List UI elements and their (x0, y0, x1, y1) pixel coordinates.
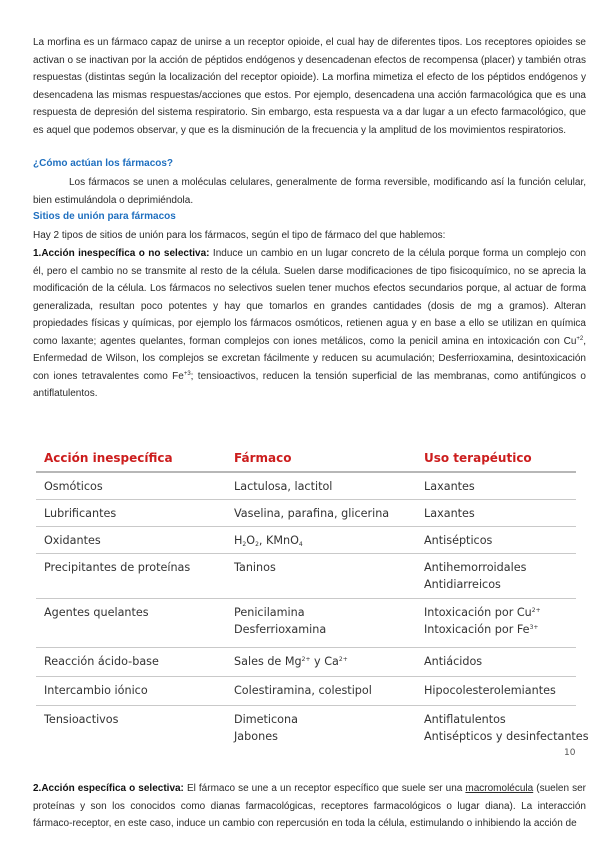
cell-farmaco: Sales de $Mg^{2+}$ y $Ca^{2+}$ (234, 655, 348, 668)
table-row (36, 677, 576, 706)
cell-uso: Laxantes (424, 507, 475, 520)
point2-text-a: El fármaco se une a un receptor específico que suele ser una (183, 783, 466, 794)
cell-uso: Antiácidos (424, 655, 483, 668)
header-farmaco: Fármaco (234, 450, 292, 465)
sitios-intro-paragraph: Hay 2 tipos de sitios de unión para los fármacos, según el tipo de fármaco del que hablemos: (33, 230, 446, 241)
point1-text-b: , Enfermedad de Wilson, los complejos se excretan fácilmente y reducen su acumulación; Desferrioxamina, desintoxicación con iones tetravalentes como Fe (33, 335, 586, 382)
cell-accion: Osmóticos (44, 480, 103, 493)
cell-accion: Reacción ácido-base (44, 655, 159, 668)
header-uso: Uso terapéutico (424, 450, 532, 465)
cell-accion: Agentes quelantes (44, 606, 149, 619)
table-row (36, 554, 576, 599)
cell-farmaco: Penicilamina Desferrioxamina (234, 606, 327, 636)
cell-accion: Lubrificantes (44, 507, 117, 520)
table-row (36, 473, 576, 500)
cell-farmaco: Lactulosa, lactitol (234, 480, 333, 493)
point2-text-b: (suelen ser proteínas y son los conocidos como dianas farmacológicas, receptores farmacológicos o lugar diana). La interacción fármaco-receptor, en este caso, induce un cambio con repercusión en toda la célula, estimulando o inhibiendo la acción de (33, 783, 586, 829)
cell-accion: Tensioactivos (44, 713, 119, 726)
cell-uso: Intoxicación por $Cu^{2+}$ Intoxicación por $Fe^{3+}$ (424, 606, 541, 636)
intro-paragraph: La morfina es un fármaco capaz de unirse a un receptor opioide, el cual hay de diferentes tipos. Los receptores opioides se activan o se inactivan por la acción de péptidos endógenos y desencadenan efectos de recompensa (placer) y también otras respuestas (distintas según la localización del receptor opioide). La morfina mimetiza el efecto de los péptidos endógenos y desencadena las mismas respuestas/acciones que estos. Por ejemplo, desencadena una acción farmacológica que es una respuesta de depresión del sistema respiratorio. Sin embargo, esta respuesta va a dar lugar a un efecto farmacológico, que es aquel que podemos observar, y que es la disminución de la frecuencia y la amplitud de los movimientos respiratorios. (33, 37, 586, 136)
cell-accion: Precipitantes de proteínas (44, 561, 191, 574)
cell-uso: Hipocolesterolemiantes (424, 684, 556, 697)
header-accion: Acción inespecífica (44, 450, 173, 465)
macromolecula-link[interactable]: macromolécula (465, 783, 534, 794)
table-row (36, 527, 576, 554)
cell-farmaco: Taninos (234, 561, 276, 574)
point1-title: 1.Acción inespecífica o no selectiva: (33, 248, 210, 259)
cell-farmaco: $H_2O_2$, KMnO$_4$ (234, 534, 303, 548)
cell-farmaco: Colestiramina, colestipol (234, 684, 372, 697)
cell-farmaco: Vaselina, parafina, glicerina (234, 507, 390, 520)
heading-sitios-union: Sitios de unión para fármacos (33, 211, 176, 222)
point1-sup-cu: +2 (576, 335, 584, 342)
table-row (36, 706, 589, 750)
cell-uso: Antiflatulentos Antisépticos y desinfectantes (424, 713, 589, 743)
table-row (36, 648, 576, 677)
cell-uso: Antisépticos (424, 534, 493, 547)
page-number: 10 (564, 748, 576, 758)
table-row (36, 500, 576, 527)
como-actuan-paragraph: Los fármacos se unen a moléculas celulares, generalmente de forma reversible, modificando así la función celular, bien estimulándola o deprimiéndola. (33, 177, 586, 206)
point1-text-a: Induce un cambio en un lugar concreto de la célula porque forma un complejo con él, pero el cambio no se transmite al resto de la célula. Suelen darse modificaciones de tipo fisicoquímico, no se aprecia la modificación de la célula. Los fármacos no selectivos suelen tener muchos efectos secundarios porque, al actuar de forma generalizada, resultan poco potentes y hay que tomarlos en grandes cantidades (dosis de mg a gramos). Alteran propiedades físicas y químicas, por ejemplo los fármacos osmóticos, retienen agua y en base a ello se utilizan en química como laxante; agentes quelantes, forman complejos con iones metálicos, como la penicil amina en intoxicación con Cu (33, 248, 586, 347)
point1-text-c: ; tensioactivos, reducen la tensión superficial de las membranas, como antifúngicos o antiflatulentos. (33, 370, 586, 399)
cell-accion: Intercambio iónico (44, 684, 148, 697)
point2-paragraph (33, 780, 586, 833)
cell-uso: Antihemorroidales Antidiarreicos (424, 561, 527, 591)
accion-inespecifica-table (36, 444, 589, 750)
cell-accion: Oxidantes (44, 534, 101, 547)
table-row (36, 599, 576, 648)
table-header (36, 444, 576, 473)
point1-sup-fe: +3 (183, 370, 191, 377)
cell-uso: Laxantes (424, 480, 475, 493)
heading-como-actuan: ¿Cómo actúan los fármacos? (33, 158, 174, 169)
cell-farmaco: Dimeticona Jabones (234, 713, 298, 743)
point2-title: 2.Acción específica o selectiva: (33, 783, 184, 794)
point1-paragraph (33, 245, 586, 403)
